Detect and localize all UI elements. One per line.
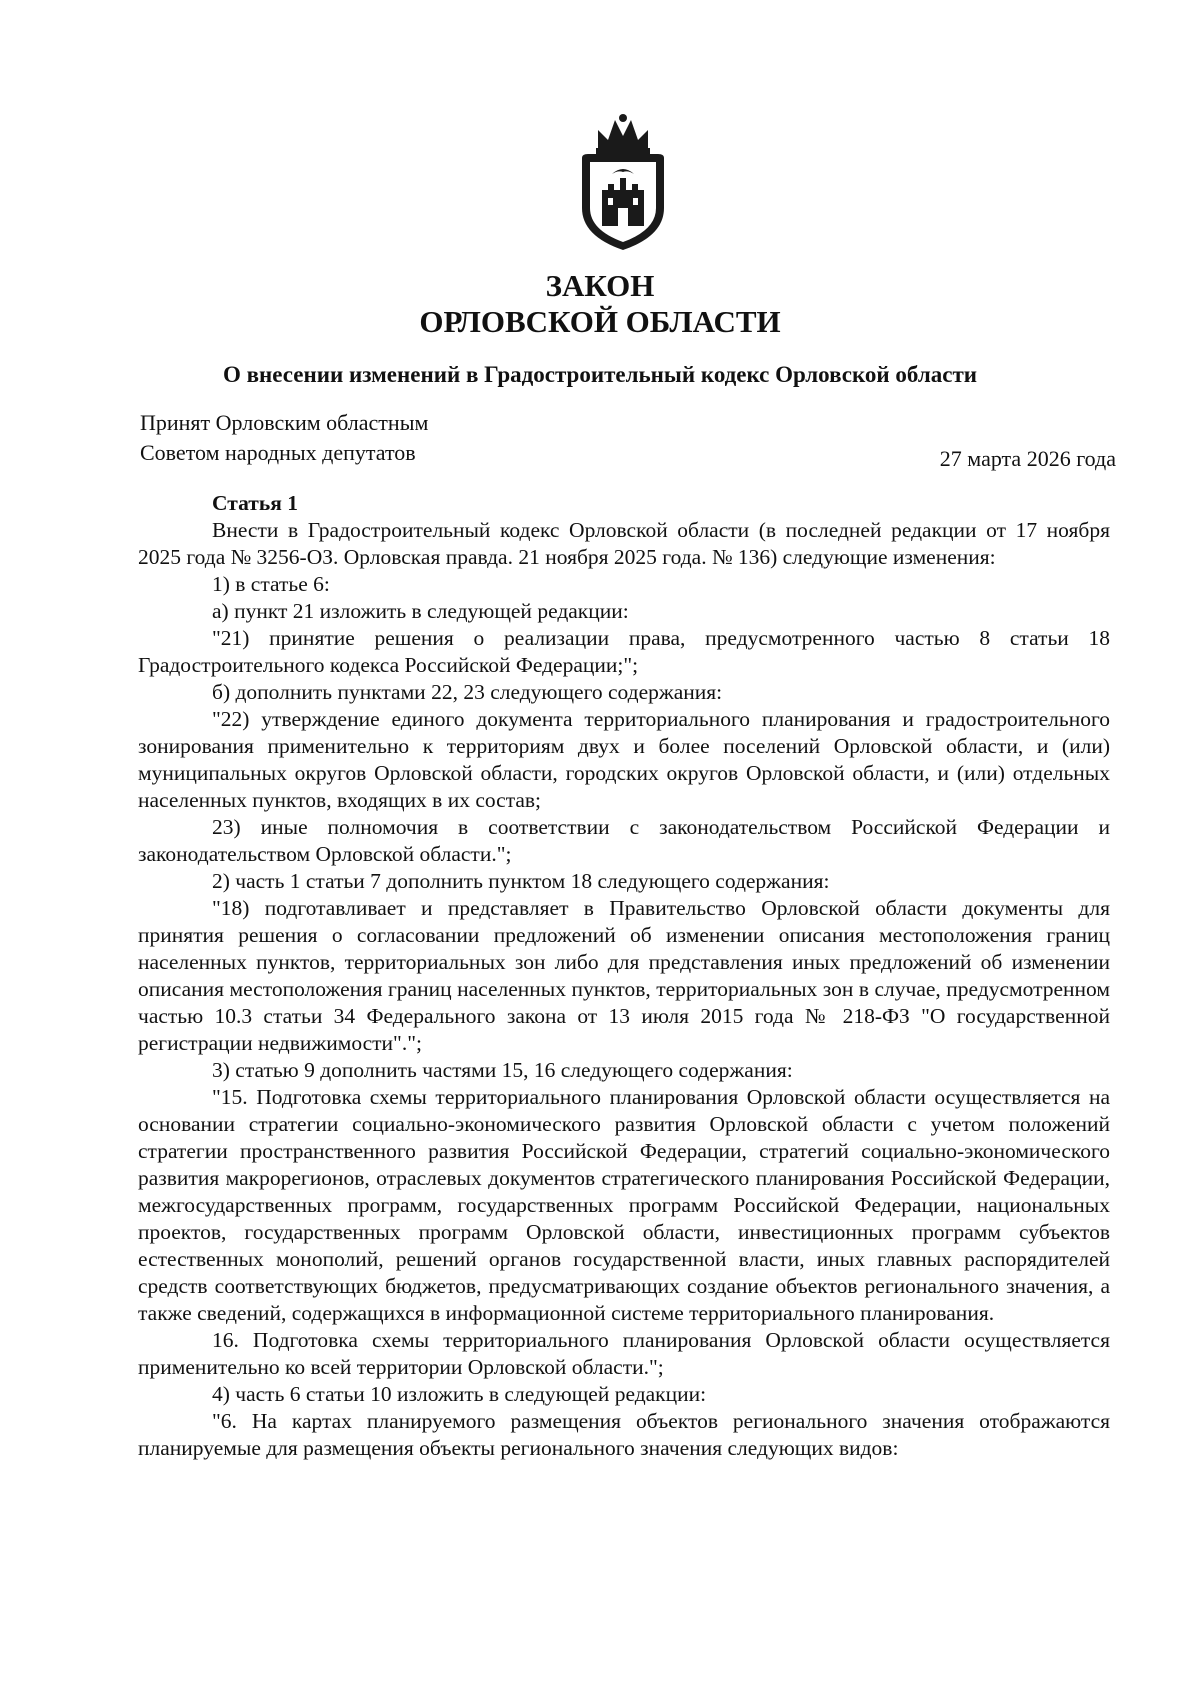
paragraph: "18) подготавливает и представляет в Правительство Орловской области документы для принятия решения о согласовании предложений об изменении описания местоположения границ населенных пунктов, территориальных зон либо для представления иных предложений об изменении описания местоположения границ населенных пунктов, территориальных зон в случае, предусмотренном частью 10.3 статьи 34 Федерального закона от 13 июля 2015 года № 218-ФЗ "О государственной регистрации недвижимости".";	[138, 896, 1110, 1055]
adoption-line-1: Принят Орловским областным	[140, 410, 429, 435]
adoption-info	[140, 408, 428, 468]
adoption-line-2: Советом народных депутатов	[140, 440, 416, 465]
law-title: ЗАКОН	[545, 268, 655, 303]
article-heading: Статья 1	[212, 491, 298, 515]
paragraph: 3) статью 9 дополнить частями 15, 16 следующего содержания:	[212, 1058, 793, 1082]
paragraph: а) пункт 21 изложить в следующей редакции:	[212, 599, 629, 623]
adoption-date: 27 марта 2026 года	[939, 446, 1116, 471]
article-body	[138, 490, 1110, 1462]
paragraph: "6. На картах планируемого размещения объектов регионального значения отображаются планируемые для размещения объекты регионального значения следующих видов:	[138, 1409, 1110, 1460]
paragraph: 16. Подготовка схемы территориального планирования Орловской области осуществляется применительно ко всей территории Орловской области.";	[138, 1328, 1110, 1379]
paragraph: Внести в Градостроительный кодекс Орловской области (в последней редакции от 17 ноября 2025 года № 3256-ОЗ. Орловская правда. 21 ноября 2025 года. № 136) следующие изменения:	[138, 518, 1110, 569]
paragraph: "22) утверждение единого документа территориального планирования и градостроительного зонирования применительно к территориям двух и более поселений Орловской области, и (или) муниципальных округов Орловской области, городских округов Орловской области, и (или) отдельных населенных пунктов, входящих в их состав;	[138, 707, 1110, 812]
paragraph: 23) иные полномочия в соответствии с законодательством Российской Федерации и законодательством Орловской области.";	[138, 815, 1110, 866]
paragraph: 2) часть 1 статьи 7 дополнить пунктом 18 следующего содержания:	[212, 869, 830, 893]
paragraph: 1) в статье 6:	[212, 572, 330, 596]
law-subject: О внесении изменений в Градостроительный кодекс Орловской области	[222, 362, 978, 387]
paragraph: "15. Подготовка схемы территориального планирования Орловской области осуществляется на основании стратегии социально-экономического развития Орловской области с учетом положений стратегии пространственного развития Российской Федерации, стратегий социально-экономического развития макрорегионов, отраслевых документов стратегического планирования Российской Федерации, межгосударственных программ, государственных программ Российской Федерации, национальных проектов, государственных программ Орловской области, инвестиционных программ субъектов естественных монополий, решений органов государственной власти, иных главных распорядителей средств соответствующих бюджетов, предусматривающих создание объектов регионального значения, а также сведений, содержащихся в информационной системе территориального планирования.	[138, 1085, 1110, 1325]
coat-of-arms-icon	[568, 108, 678, 254]
law-region: ОРЛОВСКОЙ ОБЛАСТИ	[419, 304, 781, 339]
paragraph: 4) часть 6 статьи 10 изложить в следующей редакции:	[212, 1382, 707, 1406]
paragraph: "21) принятие решения о реализации права, предусмотренного частью 8 статьи 18 Градостроительного кодекса Российской Федерации;";	[138, 626, 1110, 677]
paragraph: б) дополнить пунктами 22, 23 следующего содержания:	[212, 680, 723, 704]
